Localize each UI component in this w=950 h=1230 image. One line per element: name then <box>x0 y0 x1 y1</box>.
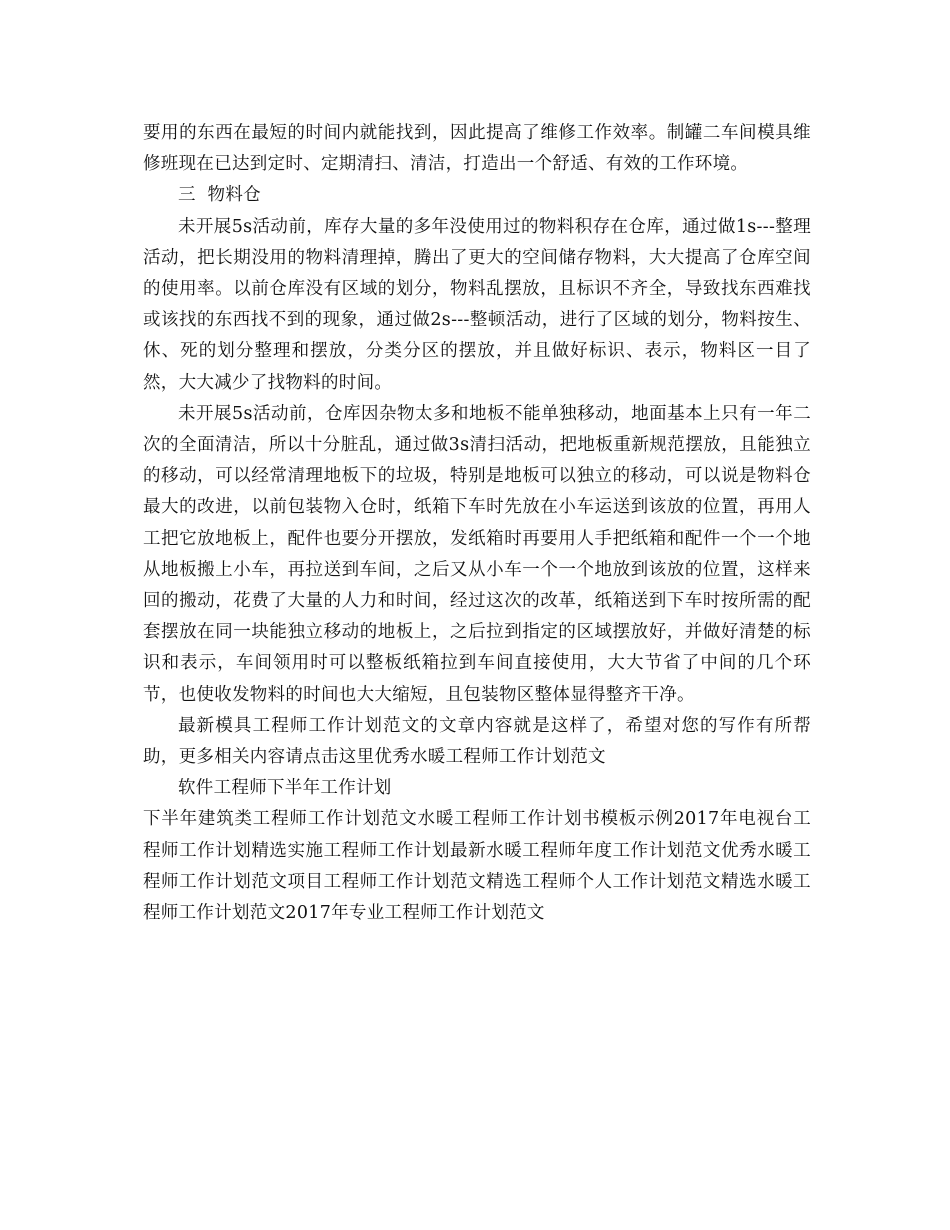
paragraph-warehouse-clean: 未开展5s活动前，仓库因杂物太多和地板不能单独移动，地面基本上只有一年二次的全面清洁，所以十分脏乱，通过做3s清扫活动，把地板重新规范摆放，且能独立的移动，可以经常清理地板下的垃圾，特别是地板可以独立的移动，可以说是物料仓最大的改进，以前包装物入仓时，纸箱下车时先放在小车运送到该放的位置，再用人工把它放地板上，配件也要分开摆放，发纸箱时再要用人手把纸箱和配件一个一个地从地板搬上小车，再拉送到车间，之后又从小车一个一个地放到该放的位置，这样来回的搬动，花费了大量的人力和时间，经过这次的改革，纸箱送到下车时按所需的配套摆放在同一块能独立移动的地板上，之后拉到指定的区域摆放好，并做好清楚的标识和表示，车间领用时可以整板纸箱拉到车间直接使用，大大节省了中间的几个环节，也使收发物料的时间也大大缩短，且包装物区整体显得整齐干净。 <box>143 403 811 705</box>
paragraph-closing-note: 最新模具工程师工作计划范文的文章内容就是这样了，希望对您的写作有所帮助，更多相关内容请点击这里优秀水暖工程师工作计划范文 <box>143 715 811 768</box>
section-heading: 三 物料仓 <box>178 185 261 206</box>
document-body <box>143 118 811 929</box>
related-articles-list: 下半年建筑类工程师工作计划范文水暖工程师工作计划书模板示例2017年电视台工程师工作计划精选实施工程师工作计划最新水暖工程师年度工作计划范文优秀水暖工程师工作计划范文项目工程师工作计划范文精选工程师个人工作计划范文精选水暖工程师工作计划范文2017年专业工程师工作计划范文 <box>143 809 811 924</box>
paragraph-warehouse-organize: 未开展5s活动前，库存大量的多年没使用过的物料积存在仓库，通过做1s---整理活动，把长期没用的物料清理掉，腾出了更大的空间储存物料，大大提高了仓库空间的使用率。以前仓库没有区域的划分，物料乱摆放，且标识不齐全，导致找东西难找或该找的东西找不到的现象，通过做2s---整顿活动，进行了区域的划分，物料按生、休、死的划分整理和摆放，分类分区的摆放，并且做好标识、表示，物料区一目了然，大大减少了找物料的时间。 <box>143 216 811 393</box>
paragraph-continuation: 要用的东西在最短的时间内就能找到，因此提高了维修工作效率。制罐二车间模具维修班现在已达到定时、定期清扫、清洁，打造出一个舒适、有效的工作环境。 <box>143 123 811 175</box>
related-article-title: 软件工程师下半年工作计划 <box>178 778 392 799</box>
